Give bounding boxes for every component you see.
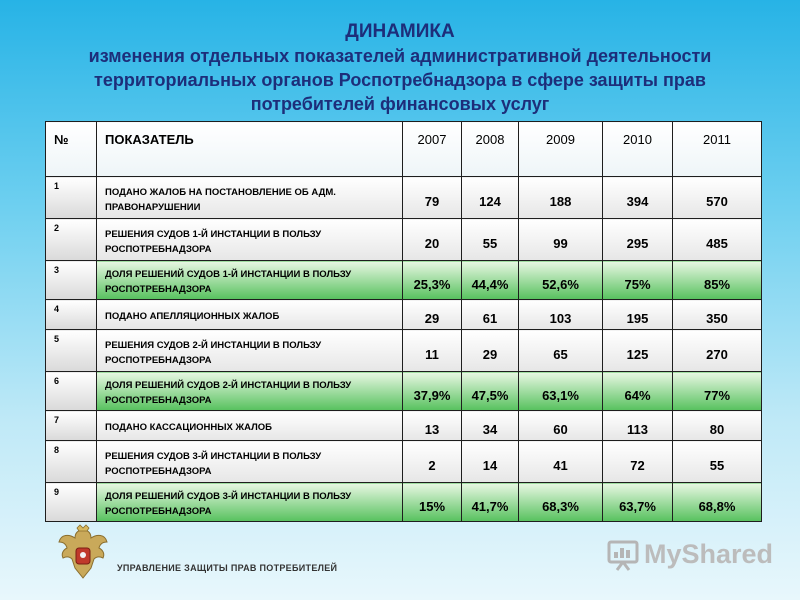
row-value-2008: 29 (462, 330, 519, 372)
header-year-2009: 2009 (519, 122, 603, 177)
row-number: 6 (46, 372, 97, 411)
row-number: 8 (46, 441, 97, 483)
table-row (46, 441, 762, 483)
row-number: 9 (46, 483, 97, 522)
row-value-2008: 14 (462, 441, 519, 483)
row-value-2008: 44,4% (462, 261, 519, 300)
row-value-2008: 55 (462, 219, 519, 261)
row-value-2009: 41 (519, 441, 603, 483)
slide-title (0, 20, 800, 116)
row-value-2007: 25,3% (403, 261, 462, 300)
row-value-2007: 13 (403, 411, 462, 441)
row-indicator-label: РЕШЕНИЯ СУДОВ 1-Й ИНСТАНЦИИ В ПОЛЬЗУ РОСПОТРЕБНАДЗОРА (97, 219, 403, 261)
header-year-2011: 2011 (673, 122, 762, 177)
row-value-2010: 394 (603, 177, 673, 219)
row-value-2008: 34 (462, 411, 519, 441)
row-value-2010: 125 (603, 330, 673, 372)
row-value-2008: 124 (462, 177, 519, 219)
row-number: 7 (46, 411, 97, 441)
row-value-2010: 75% (603, 261, 673, 300)
table-row (46, 177, 762, 219)
table-row (46, 300, 762, 330)
title-line-2: изменения отдельных показателей административной деятельности (88, 46, 712, 66)
row-value-2007: 29 (403, 300, 462, 330)
indicators-table (45, 121, 762, 522)
table-row (46, 372, 762, 411)
coat-of-arms-icon (57, 524, 109, 582)
watermark-text: MyShared (644, 538, 774, 569)
row-value-2009: 103 (519, 300, 603, 330)
row-number: 1 (46, 177, 97, 219)
row-number: 3 (46, 261, 97, 300)
row-value-2007: 2 (403, 441, 462, 483)
title-line-4: потребителей финансовых услуг (250, 94, 550, 114)
row-value-2011: 77% (673, 372, 762, 411)
row-value-2010: 195 (603, 300, 673, 330)
row-indicator-label: ПОДАНО ЖАЛОБ НА ПОСТАНОВЛЕНИЕ ОБ АДМ. ПРАВОНАРУШЕНИИ (97, 177, 403, 219)
header-year-2010: 2010 (603, 122, 673, 177)
row-value-2008: 61 (462, 300, 519, 330)
row-value-2010: 72 (603, 441, 673, 483)
table-row (46, 219, 762, 261)
row-number: 4 (46, 300, 97, 330)
row-value-2008: 41,7% (462, 483, 519, 522)
table-row (46, 483, 762, 522)
row-value-2009: 52,6% (519, 261, 603, 300)
row-value-2008: 47,5% (462, 372, 519, 411)
row-value-2009: 188 (519, 177, 603, 219)
row-value-2007: 11 (403, 330, 462, 372)
row-value-2010: 295 (603, 219, 673, 261)
row-indicator-label: ДОЛЯ РЕШЕНИЙ СУДОВ 1-Й ИНСТАНЦИИ В ПОЛЬЗУ РОСПОТРЕБНАДЗОРА (97, 261, 403, 300)
row-value-2011: 485 (673, 219, 762, 261)
row-indicator-label: ПОДАНО КАССАЦИОННЫХ ЖАЛОБ (97, 411, 403, 441)
row-value-2009: 60 (519, 411, 603, 441)
row-value-2007: 37,9% (403, 372, 462, 411)
row-value-2011: 55 (673, 441, 762, 483)
row-value-2011: 80 (673, 411, 762, 441)
row-value-2009: 63,1% (519, 372, 603, 411)
header-indicator: ПОКАЗАТЕЛЬ (97, 122, 403, 177)
table-row (46, 261, 762, 300)
row-value-2009: 65 (519, 330, 603, 372)
row-value-2010: 64% (603, 372, 673, 411)
row-value-2011: 350 (673, 300, 762, 330)
table-row (46, 330, 762, 372)
row-value-2007: 79 (403, 177, 462, 219)
header-number: № (46, 122, 97, 177)
row-value-2009: 99 (519, 219, 603, 261)
row-indicator-label: РЕШЕНИЯ СУДОВ 2-Й ИНСТАНЦИИ В ПОЛЬЗУ РОСПОТРЕБНАДЗОРА (97, 330, 403, 372)
row-value-2007: 15% (403, 483, 462, 522)
row-indicator-label: ДОЛЯ РЕШЕНИЙ СУДОВ 3-Й ИНСТАНЦИИ В ПОЛЬЗУ РОСПОТРЕБНАДЗОРА (97, 483, 403, 522)
header-year-2007: 2007 (403, 122, 462, 177)
row-value-2011: 270 (673, 330, 762, 372)
row-value-2009: 68,3% (519, 483, 603, 522)
watermark (606, 537, 773, 571)
presentation-board-icon (606, 537, 640, 571)
row-value-2011: 85% (673, 261, 762, 300)
table-header-row (46, 122, 762, 177)
row-value-2010: 113 (603, 411, 673, 441)
row-indicator-label: ДОЛЯ РЕШЕНИЙ СУДОВ 2-Й ИНСТАНЦИИ В ПОЛЬЗУ РОСПОТРЕБНАДЗОРА (97, 372, 403, 411)
title-heading: ДИНАМИКА (345, 21, 455, 42)
title-line-3: территориальных органов Роспотребнадзора в сфере защиты прав (94, 70, 706, 90)
row-value-2007: 20 (403, 219, 462, 261)
row-indicator-label: ПОДАНО АПЕЛЛЯЦИОННЫХ ЖАЛОБ (97, 300, 403, 330)
row-value-2011: 68,8% (673, 483, 762, 522)
row-number: 2 (46, 219, 97, 261)
row-value-2010: 63,7% (603, 483, 673, 522)
table-row (46, 411, 762, 441)
footer-org-name: УПРАВЛЕНИЕ ЗАЩИТЫ ПРАВ ПОТРЕБИТЕЛЕЙ (117, 563, 338, 573)
row-value-2011: 570 (673, 177, 762, 219)
header-year-2008: 2008 (462, 122, 519, 177)
row-number: 5 (46, 330, 97, 372)
row-indicator-label: РЕШЕНИЯ СУДОВ 3-Й ИНСТАНЦИИ В ПОЛЬЗУ РОСПОТРЕБНАДЗОРА (97, 441, 403, 483)
